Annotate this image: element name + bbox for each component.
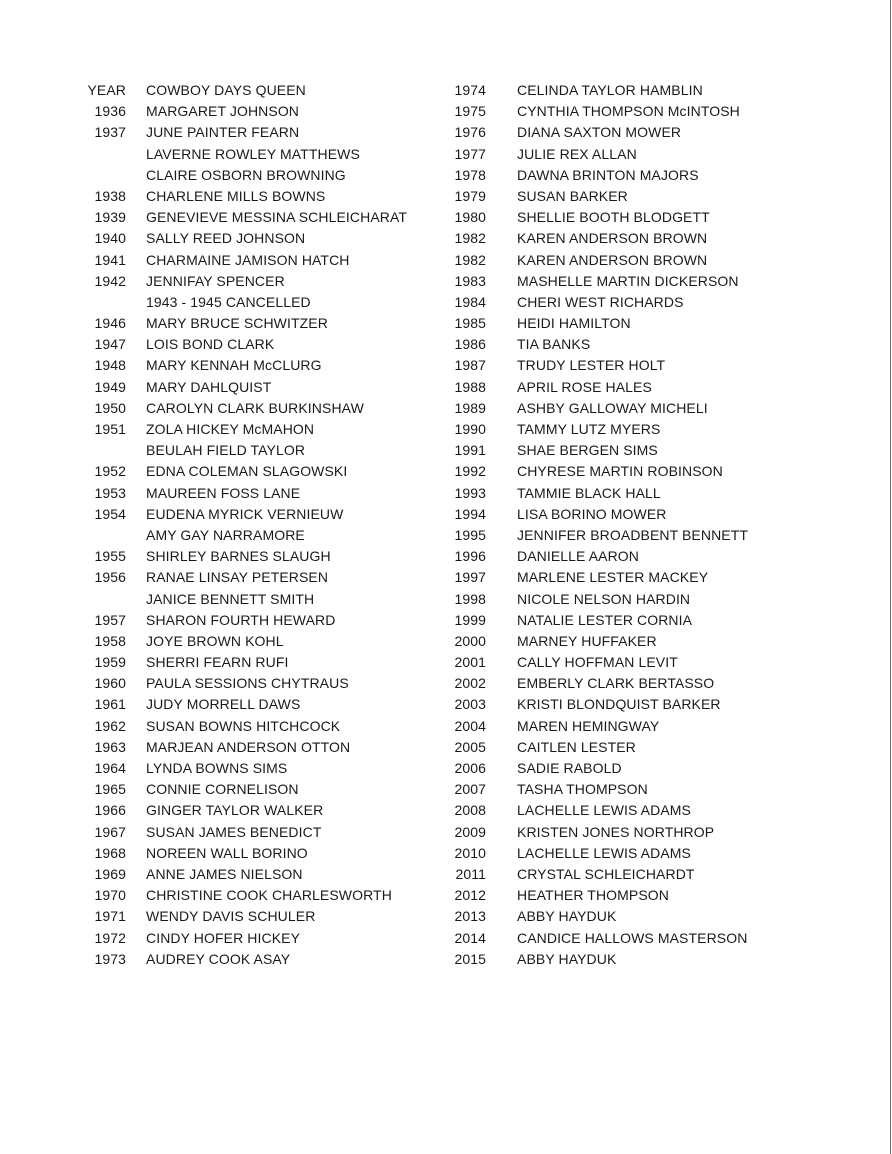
queen-name-cell: NATALIE LESTER CORNIA xyxy=(517,611,693,628)
queen-name-cell: LACHELLE LEWIS ADAMS xyxy=(517,844,691,861)
queen-name-cell: JULIE REX ALLAN xyxy=(517,145,637,162)
year-cell: 1979 xyxy=(454,187,486,204)
queen-name-cell: SUSAN JAMES BENEDICT xyxy=(146,823,322,840)
queen-name-cell: SUSAN BOWNS HITCHCOCK xyxy=(146,717,341,734)
year-cell: 2014 xyxy=(454,929,486,946)
queen-name-cell: LAVERNE ROWLEY MATTHEWS xyxy=(146,145,360,162)
queen-name-cell: ASHBY GALLOWAY MICHELI xyxy=(517,399,708,416)
year-cell: 1971 xyxy=(94,908,126,925)
queen-name-cell: COWBOY DAYS QUEEN xyxy=(146,82,306,98)
queen-name-cell: DIANA SAXTON MOWER xyxy=(517,124,682,141)
queen-name-cell: CALLY HOFFMAN LEVIT xyxy=(517,654,678,671)
year-cell: 1997 xyxy=(454,569,486,586)
queen-name-cell: CHRISTINE COOK CHARLESWORTH xyxy=(146,887,392,904)
queen-name-cell: LYNDA BOWNS SIMS xyxy=(146,760,288,776)
queen-name-cell: JANICE BENNETT SMITH xyxy=(146,590,315,607)
year-cell: 1987 xyxy=(454,357,486,374)
year-cell: 1970 xyxy=(94,887,126,904)
queen-name-cell: SHIRLEY BARNES SLAUGH xyxy=(146,548,331,565)
queen-name-cell: MARY BRUCE SCHWITZER xyxy=(146,315,328,332)
queen-name-cell: LISA BORINO MOWER xyxy=(517,505,667,522)
queen-name-cell: APRIL ROSE HALES xyxy=(517,378,652,395)
queen-name-cell: CAITLEN LESTER xyxy=(517,738,636,755)
queen-name-cell: MARY KENNAH McCLURG xyxy=(146,357,322,374)
queen-name-cell: MARY DAHLQUIST xyxy=(146,378,272,395)
queen-name-cell: SHARON FOURTH HEWARD xyxy=(146,611,336,628)
queen-name-cell: TIA BANKS xyxy=(517,336,591,353)
queen-name-cell: TAMMIE BLACK HALL xyxy=(517,484,661,501)
year-cell: 1962 xyxy=(94,717,126,734)
year-cell: 1941 xyxy=(94,251,126,268)
queen-name-cell: DANIELLE AARON xyxy=(517,548,639,565)
year-cell: 1967 xyxy=(94,823,126,840)
year-cell: 1985 xyxy=(454,315,486,332)
queen-name-cell: CHERI WEST RICHARDS xyxy=(517,293,684,310)
year-cell: 2002 xyxy=(454,675,486,692)
queen-name-cell: LOIS BOND CLARK xyxy=(146,336,275,353)
year-cell: 1980 xyxy=(454,209,486,226)
queen-name-cell: NOREEN WALL BORINO xyxy=(146,844,308,861)
year-cell: 2000 xyxy=(454,632,486,649)
queen-name-cell: CHARLENE MILLS BOWNS xyxy=(146,187,326,204)
queen-name-cell: 1943 - 1945 CANCELLED xyxy=(146,293,311,310)
year-cell: 1951 xyxy=(94,421,126,437)
queen-name-cell: CANDICE HALLOWS MASTERSON xyxy=(517,929,748,946)
year-cell: 2008 xyxy=(454,802,486,819)
queen-name-cell: JENNIFAY SPENCER xyxy=(146,272,285,289)
year-cell: 1984 xyxy=(454,293,486,310)
queen-name-cell: BEULAH FIELD TAYLOR xyxy=(146,442,306,459)
queen-name-cell: JUDY MORRELL DAWS xyxy=(146,696,301,713)
year-cell: 1961 xyxy=(94,696,126,713)
year-cell: 1942 xyxy=(94,272,126,289)
year-cell: 1973 xyxy=(94,950,126,967)
year-cell: 2011 xyxy=(455,865,486,882)
queen-name-cell: CINDY HOFER HICKEY xyxy=(146,929,301,946)
year-cell: 1989 xyxy=(454,399,486,416)
year-cell: 1952 xyxy=(94,463,126,480)
year-cell: 1994 xyxy=(454,505,486,522)
year-cell: 1975 xyxy=(454,103,486,120)
year-cell: 2005 xyxy=(454,738,486,755)
queen-name-cell: EMBERLY CLARK BERTASSO xyxy=(517,675,715,692)
queen-name-cell: HEIDI HAMILTON xyxy=(517,315,631,332)
year-cell: 2012 xyxy=(454,887,486,904)
page-edge-line xyxy=(890,0,891,1154)
year-cell: 1964 xyxy=(94,760,126,776)
queen-name-cell: JENNIFER BROADBENT BENNETT xyxy=(517,526,749,543)
queen-name-cell: SHERRI FEARN RUFI xyxy=(146,654,289,671)
year-cell: 1993 xyxy=(454,484,486,501)
year-cell: 1982 xyxy=(454,230,486,247)
year-cell: 1966 xyxy=(94,802,126,819)
year-cell: 2004 xyxy=(454,717,486,734)
queen-name-cell: GINGER TAYLOR WALKER xyxy=(146,802,324,819)
queen-name-cell: GENEVIEVE MESSINA SCHLEICHARAT xyxy=(146,209,408,226)
queen-name-cell: ABBY HAYDUK xyxy=(517,908,617,925)
year-cell: 1960 xyxy=(94,675,126,692)
queen-name-cell: MARLENE LESTER MACKEY xyxy=(517,569,709,586)
year-cell: 1992 xyxy=(454,463,486,480)
year-cell: 2001 xyxy=(454,654,486,671)
queen-name-cell: ABBY HAYDUK xyxy=(517,950,617,967)
year-cell: 1957 xyxy=(94,611,126,628)
year-cell: 1956 xyxy=(94,569,126,586)
year-cell: 2009 xyxy=(454,823,486,840)
year-cell: 1950 xyxy=(94,399,126,416)
year-cell: 1965 xyxy=(94,781,126,798)
year-cell: 1978 xyxy=(454,166,486,183)
year-cell: 1955 xyxy=(94,548,126,565)
year-cell: 1946 xyxy=(94,315,126,332)
queen-name-cell: KAREN ANDERSON BROWN xyxy=(517,230,708,247)
queen-name-cell: SADIE RABOLD xyxy=(517,760,622,776)
year-cell: 1937 xyxy=(94,124,126,141)
queen-name-cell: DAWNA BRINTON MAJORS xyxy=(517,166,699,183)
queen-name-cell: NICOLE NELSON HARDIN xyxy=(517,590,691,607)
year-cell: 1969 xyxy=(94,865,126,882)
year-cell: 2010 xyxy=(454,844,486,861)
queen-name-cell: ANNE JAMES NIELSON xyxy=(146,865,303,882)
queen-name-cell: JOYE BROWN KOHL xyxy=(146,632,284,649)
year-cell: 1974 xyxy=(454,82,486,98)
queen-name-cell: MARNEY HUFFAKER xyxy=(517,632,657,649)
year-cell: 1953 xyxy=(94,484,126,501)
queen-name-cell: CYNTHIA THOMPSON McINTOSH xyxy=(517,103,740,120)
queen-name-cell: CLAIRE OSBORN BROWNING xyxy=(146,166,346,183)
queen-name-cell: MAREN HEMINGWAY xyxy=(517,717,660,734)
year-cell: 1991 xyxy=(454,442,486,459)
year-cell: 1938 xyxy=(94,187,126,204)
queen-name-cell: ZOLA HICKEY McMAHON xyxy=(146,421,315,437)
queen-name-cell: MARJEAN ANDERSON OTTON xyxy=(146,738,351,755)
queen-name-cell: TASHA THOMPSON xyxy=(517,781,648,798)
year-cell: YEAR xyxy=(87,82,126,98)
year-cell: 1949 xyxy=(94,378,126,395)
year-cell: 1947 xyxy=(94,336,126,353)
year-cell: 1948 xyxy=(94,357,126,374)
queen-name-cell: MASHELLE MARTIN DICKERSON xyxy=(517,272,739,289)
queen-name-cell: PAULA SESSIONS CHYTRAUS xyxy=(146,675,349,692)
queen-name-cell: SUSAN BARKER xyxy=(517,187,628,204)
year-cell: 1940 xyxy=(94,230,126,247)
queen-name-cell: SALLY REED JOHNSON xyxy=(146,230,306,247)
year-cell: 2003 xyxy=(454,696,486,713)
queen-name-cell: SHAE BERGEN SIMS xyxy=(517,442,658,459)
queen-name-cell: EUDENA MYRICK VERNIEUW xyxy=(146,505,344,522)
queen-name-cell: CHARMAINE JAMISON HATCH xyxy=(146,251,350,268)
queen-name-cell: CAROLYN CLARK BURKINSHAW xyxy=(146,399,364,416)
queen-name-cell: CELINDA TAYLOR HAMBLIN xyxy=(517,82,703,98)
year-cell: 1977 xyxy=(454,145,486,162)
year-cell: 1986 xyxy=(454,336,486,353)
queen-name-cell: KRISTEN JONES NORTHROP xyxy=(517,823,715,840)
queen-name-cell: KAREN ANDERSON BROWN xyxy=(517,251,708,268)
queen-name-cell: CRYSTAL SCHLEICHARDT xyxy=(517,865,695,882)
year-cell: 1958 xyxy=(94,632,126,649)
year-cell: 1936 xyxy=(94,103,126,120)
year-cell: 1968 xyxy=(94,844,126,861)
year-cell: 1990 xyxy=(454,421,486,437)
year-cell: 1954 xyxy=(94,505,126,522)
year-cell: 1972 xyxy=(94,929,126,946)
year-cell: 1995 xyxy=(454,526,486,543)
year-cell: 1963 xyxy=(94,738,126,755)
queen-name-cell: TAMMY LUTZ MYERS xyxy=(517,421,661,437)
queen-name-cell: AUDREY COOK ASAY xyxy=(146,950,291,967)
year-cell: 2013 xyxy=(454,908,486,925)
queen-name-cell: EDNA COLEMAN SLAGOWSKI xyxy=(146,463,348,480)
year-cell: 1976 xyxy=(454,124,486,141)
year-cell: 2006 xyxy=(454,760,486,776)
queen-name-cell: LACHELLE LEWIS ADAMS xyxy=(517,802,691,819)
year-cell: 1982 xyxy=(454,251,486,268)
queen-name-cell: JUNE PAINTER FEARN xyxy=(146,124,300,141)
queen-name-cell: KRISTI BLONDQUIST BARKER xyxy=(517,696,721,713)
queen-name-cell: MARGARET JOHNSON xyxy=(146,103,300,120)
queen-name-cell: MAUREEN FOSS LANE xyxy=(146,484,301,501)
year-cell: 2015 xyxy=(454,950,486,967)
year-cell: 1998 xyxy=(454,590,486,607)
queen-name-cell: HEATHER THOMPSON xyxy=(517,887,669,904)
year-cell: 1996 xyxy=(454,548,486,565)
queen-name-cell: AMY GAY NARRAMORE xyxy=(146,526,305,543)
year-cell: 1983 xyxy=(454,272,486,289)
queen-name-cell: TRUDY LESTER HOLT xyxy=(517,357,666,374)
year-cell: 1959 xyxy=(94,654,126,671)
queen-name-cell: WENDY DAVIS SCHULER xyxy=(146,908,316,925)
year-cell: 2007 xyxy=(454,781,486,798)
year-cell: 1988 xyxy=(454,378,486,395)
queen-name-cell: RANAE LINSAY PETERSEN xyxy=(146,569,329,586)
year-cell: 1939 xyxy=(94,209,126,226)
queen-name-cell: CHYRESE MARTIN ROBINSON xyxy=(517,463,723,480)
queen-name-cell: SHELLIE BOOTH BLODGETT xyxy=(517,209,710,226)
year-cell: 1999 xyxy=(454,611,486,628)
queen-name-cell: CONNIE CORNELISON xyxy=(146,781,299,798)
